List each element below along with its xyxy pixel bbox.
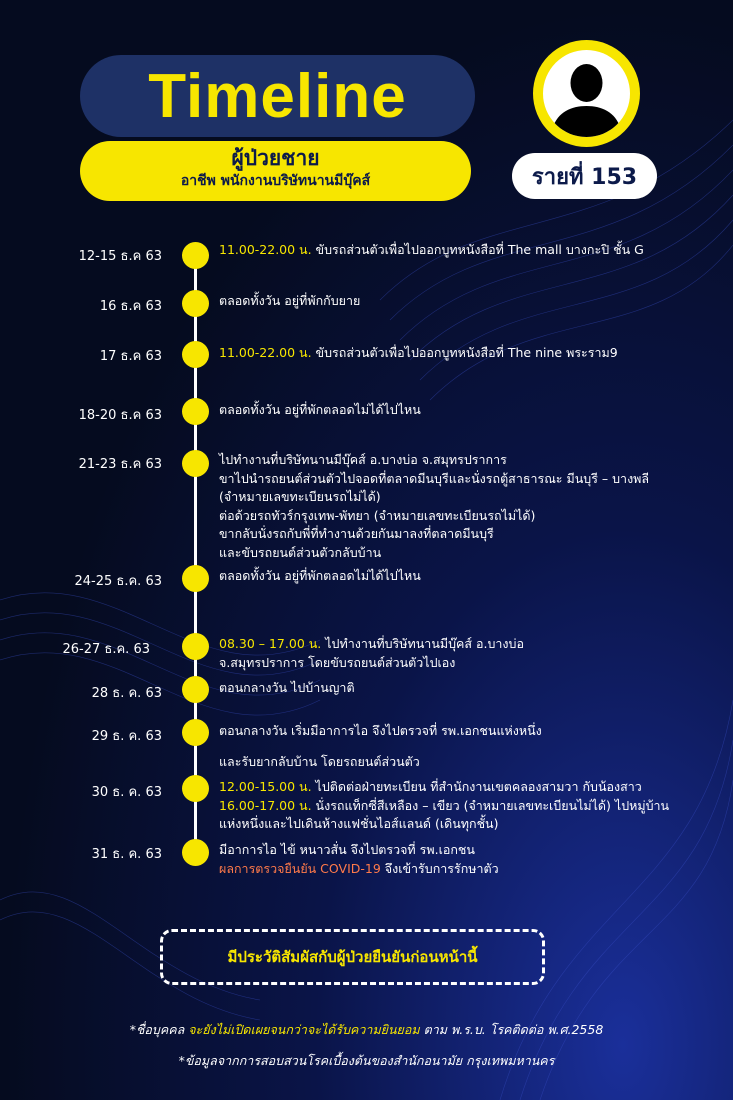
contact-history-note — [160, 929, 545, 985]
timeline-line-text — [219, 401, 709, 420]
timeline-line-text — [219, 525, 709, 544]
timeline-text: ขากลับนั่งรถกับพี่ที่ทำงานด้วยกันมาลงที่ตลาดมีนบุรี — [219, 526, 494, 541]
timeline-text: จ.สมุทรปราการ โดยขับรถยนต์ส่วนตัวไปเอง — [219, 654, 456, 670]
patient-label: ผู้ป่วยชาย — [231, 146, 320, 170]
covid-result-highlight: ผลการตรวจยืนยัน COVID-19 — [219, 860, 381, 876]
timeline-line-text — [219, 344, 709, 363]
timeline-text: ตอนกลางวัน เริ่มมีอาการไอ จึงไปตรวจที่ รพ.เอกชนแห่งหนึ่ง — [219, 723, 542, 738]
timeline-text: ไปทำงานที่บริษัทนานมีบุ๊คส์ อ.บางบ่อ จ.สมุทรปราการ — [219, 452, 507, 467]
timeline-description — [219, 778, 709, 834]
timeline-description — [219, 679, 709, 698]
avatar — [533, 40, 640, 147]
timeline-text: (จำหมายเลขทะเบียนรถไม่ได้) — [219, 489, 381, 504]
title-banner — [80, 55, 475, 137]
timeline-line-text — [219, 451, 709, 470]
timeline-line-text — [219, 753, 709, 772]
timeline-date: 29 ธ. ค. 63 — [91, 729, 162, 744]
timeline-text: ตลอดทั้งวัน อยู่ที่พักตลอดไม่ได้ไปไหน — [219, 402, 421, 417]
timeline-line-text — [219, 507, 709, 526]
person-silhouette-icon — [543, 50, 630, 137]
timeline-dot — [182, 398, 209, 425]
timeline-dot — [182, 565, 209, 592]
timeline-text: ขับรถส่วนตัวเพื่อไปออกบูทหนังสือที่ The nine พระราม9 — [311, 345, 618, 360]
timeline-text: ไปติดต่อฝ่ายทะเบียน ที่สำนักงานเขตคลองสามวา กับน้องสาว — [311, 779, 642, 794]
timeline-date: 26-27 ธ.ค. 63 — [62, 642, 150, 657]
timeline-description — [219, 841, 709, 878]
timeline-date: 12-15 ธ.ค 63 — [78, 249, 162, 264]
timeline-line-text — [219, 488, 709, 507]
timeline-description — [219, 241, 709, 260]
timeline-date: 31 ธ. ค. 63 — [91, 847, 162, 862]
timeline-dot — [182, 676, 209, 703]
time-highlight: 11.00-22.00 น. — [219, 242, 312, 257]
timeline-description — [219, 722, 709, 771]
timeline-date: 24-25 ธ.ค. 63 — [74, 574, 162, 589]
timeline-line-text — [219, 241, 709, 260]
time-highlight: 12.00-15.00 น. — [219, 779, 312, 794]
privacy-footnote-pre: *ชื่อบุคคล — [129, 1022, 189, 1037]
timeline-date: 18-20 ธ.ค 63 — [78, 408, 162, 423]
timeline-dot — [182, 633, 209, 660]
timeline-dot — [182, 839, 209, 866]
case-number-label: รายที่ 153 — [531, 164, 638, 190]
timeline-description — [219, 401, 709, 420]
contact-history-text: มีประวัติสัมผัสกับผู้ป่วยยืนยันก่อนหน้านี้ — [227, 948, 478, 966]
privacy-footnote-post: ตาม พ.ร.บ. โรคติดต่อ พ.ศ.2558 — [419, 1022, 604, 1037]
timeline-text: และขับรถยนต์ส่วนตัวกลับบ้าน — [219, 544, 382, 560]
time-highlight: 11.00-22.00 น. — [219, 345, 312, 360]
timeline-text: นั่งรถแท็กซี่สีเหลือง – เขียว (จำหมายเลขทะเบียนไม่ได้) ไปหมู่บ้าน — [311, 797, 670, 813]
timeline-date: 28 ธ. ค. 63 — [91, 686, 162, 701]
time-highlight: 16.00-17.00 น. — [219, 797, 312, 813]
timeline-text: ไปทำงานที่บริษัทนานมีบุ๊คส์ อ.บางบ่อ — [321, 636, 524, 651]
occupation-label: อาชีพ พนักงานบริษัทนานมีบุ๊คส์ — [180, 173, 371, 189]
timeline-description — [219, 635, 709, 672]
timeline-line-text — [219, 470, 709, 489]
timeline-line-text — [219, 841, 709, 860]
source-footnote: *ข้อมูลจากการสอบสวนโรคเบื้องต้นของสำนักอนามัย กรุงเทพมหานคร — [178, 1053, 555, 1068]
timeline-line-text — [219, 567, 709, 586]
privacy-footnote — [0, 1020, 733, 1040]
timeline-text: ตลอดทั้งวัน อยู่ที่พักกับยาย — [219, 293, 361, 308]
timeline-description — [219, 451, 709, 562]
timeline-line-text — [219, 679, 709, 698]
timeline-line-text — [219, 292, 709, 311]
timeline-dot — [182, 775, 209, 802]
timeline-date: 30 ธ. ค. 63 — [91, 785, 162, 800]
timeline-line-text — [219, 778, 709, 797]
timeline-dot — [182, 450, 209, 477]
timeline-text: มีอาการไอ ไข้ หนาวสั่น จึงไปตรวจที่ รพ.เอกชน — [219, 842, 475, 857]
timeline-line-text — [219, 654, 709, 673]
timeline-text: ตลอดทั้งวัน อยู่ที่พักตลอดไม่ได้ไปไหน — [219, 568, 421, 583]
timeline-text: ขับรถส่วนตัวเพื่อไปออกบูทหนังสือที่ The mall บางกะปิ ชั้น G — [311, 242, 644, 257]
timeline-text: จึงเข้ารับการรักษาตัว — [380, 860, 499, 876]
timeline-date: 21-23 ธ.ค 63 — [78, 457, 162, 472]
timeline-description — [219, 344, 709, 363]
privacy-footnote-highlight: จะยังไม่เปิดเผยจนกว่าจะได้รับความยินยอม — [188, 1022, 420, 1037]
timeline-line-text — [219, 860, 709, 879]
page-title: Timeline — [148, 61, 407, 131]
timeline-dot — [182, 290, 209, 317]
timeline-text: ขาไปนำรถยนต์ส่วนตัวไปจอดที่ตลาดมีนบุรีและนั่งรถตู้สาธารณะ มีนบุรี – บางพลี — [219, 470, 650, 486]
timeline-text: แห่งหนึ่งและไปเดินห้างแฟชั่นไอส์แลนด์ (เดินทุกชั้น) — [219, 816, 499, 831]
timeline-line-text — [219, 722, 709, 741]
timeline-text: ตอนกลางวัน ไปบ้านญาติ — [219, 680, 355, 695]
timeline-dot — [182, 341, 209, 368]
patient-banner — [80, 141, 471, 201]
timeline-line-text — [219, 815, 709, 834]
timeline-line-text — [219, 635, 709, 654]
timeline-date: 17 ธ.ค 63 — [99, 349, 162, 364]
timeline-description — [219, 292, 709, 311]
timeline-dot — [182, 242, 209, 269]
timeline-line-text — [219, 797, 709, 816]
case-number-badge — [512, 153, 657, 199]
timeline-line-text — [219, 544, 709, 563]
timeline-date: 16 ธ.ค 63 — [99, 299, 162, 314]
timeline-description — [219, 567, 709, 586]
timeline-text: ต่อด้วยรถทัวร์กรุงเทพ-พัทยา (จำหมายเลขทะเบียนรถไม่ได้) — [219, 507, 536, 523]
time-highlight: 08.30 – 17.00 น. — [219, 636, 322, 651]
timeline-dot — [182, 719, 209, 746]
timeline-text: และรับยากลับบ้าน โดยรถยนต์ส่วนตัว — [219, 753, 420, 769]
